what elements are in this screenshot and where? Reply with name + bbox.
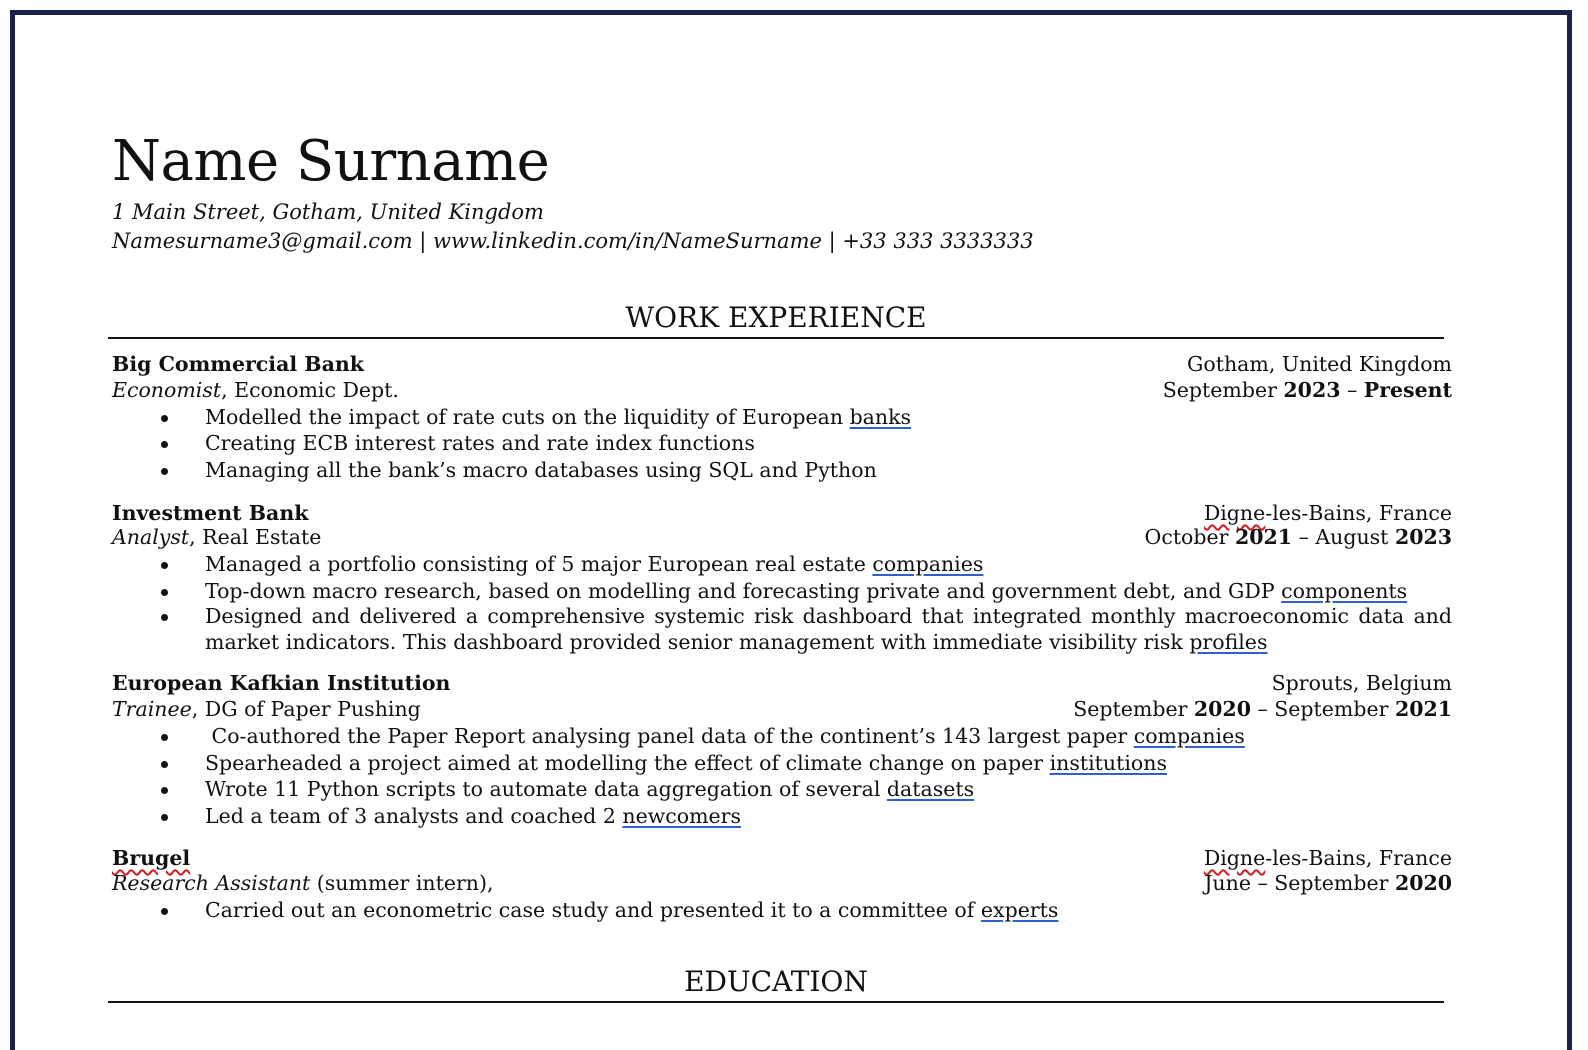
job-header [112, 845, 1452, 871]
job-dept: , Real Estate [189, 525, 322, 549]
job-header [112, 670, 1452, 696]
job-role-line [112, 696, 1452, 722]
job-dates: September 2023 – Present [1162, 378, 1452, 402]
job-location: Digne-les-Bains, France [1203, 846, 1452, 870]
job-dates: September 2020 – September 2021 [1073, 697, 1452, 721]
job-role: Research Assistant [112, 871, 311, 895]
company-name: Big Commercial Bank [112, 352, 364, 376]
list-item: Managing all the bank’s macro databases using SQL and Python [205, 457, 1452, 483]
list-item: Wrote 11 Python scripts to automate data aggregation of several datasets [205, 776, 1452, 802]
list-item: Top-down macro research, based on modelling and forecasting private and government debt, and GDP components [205, 578, 1452, 604]
job-role: Trainee [112, 697, 192, 721]
list-item: Led a team of 3 analysts and coached 2 newcomers [205, 803, 1452, 829]
company-name: European Kafkian Institution [112, 671, 451, 695]
job-dates: June – September 2020 [1204, 871, 1452, 895]
contact-line: Namesurname3@gmail.com | www.linkedin.com/in/NameSurname | +33 333 3333333 [112, 229, 1034, 253]
job-role: Economist [112, 378, 222, 402]
list-item: Designed and delivered a comprehensive systemic risk dashboard that integrated monthly macroeconomic data and market indicators. This dashboard provided senior management with immediate visibility risk profiles [205, 604, 1452, 654]
section-divider [108, 1001, 1444, 1003]
job-location: Gotham, United Kingdom [1187, 352, 1452, 376]
list-item: Modelled the impact of rate cuts on the liquidity of European banks [205, 404, 1452, 430]
job-header [112, 500, 1452, 526]
job-dept: , Economic Dept. [221, 378, 399, 402]
job-role-line [112, 524, 1452, 550]
job-role-line [112, 870, 1452, 896]
education-heading: EDUCATION [684, 965, 868, 998]
work-experience-heading: WORK EXPERIENCE [625, 301, 927, 334]
list-item: Carried out an econometric case study and presented it to a committee of experts [205, 897, 1452, 923]
company-name: Investment Bank [112, 501, 309, 525]
list-item: Creating ECB interest rates and rate index functions [205, 430, 1452, 456]
address-line: 1 Main Street, Gotham, United Kingdom [112, 200, 544, 224]
job-dates: October 2021 – August 2023 [1144, 525, 1452, 549]
company-name: Brugel [112, 846, 191, 870]
job-location: Sprouts, Belgium [1271, 671, 1452, 695]
job-dept: , DG of Paper Pushing [191, 697, 421, 721]
candidate-name: Name Surname [112, 129, 550, 194]
job-header [112, 351, 1452, 377]
job-role-line [112, 377, 1452, 403]
job-location: Digne-les-Bains, France [1203, 501, 1452, 525]
job-role: Analyst [112, 525, 190, 549]
job-dept: (summer intern), [310, 871, 494, 895]
section-divider [108, 337, 1444, 339]
list-item: Co-authored the Paper Report analysing panel data of the continent’s 143 largest paper companies [205, 723, 1452, 749]
list-item: Managed a portfolio consisting of 5 major European real estate companies [205, 551, 1452, 577]
list-item: Spearheaded a project aimed at modelling the effect of climate change on paper institutions [205, 750, 1452, 776]
